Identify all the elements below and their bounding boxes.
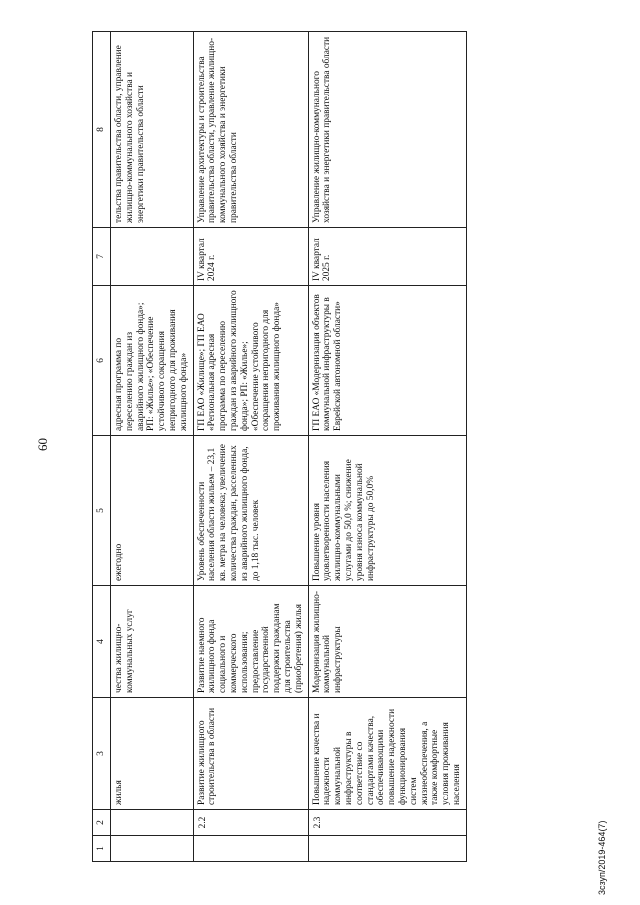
table-cell: Управление жилищно-коммунального хозяйства и энергетики правительства области: [308, 32, 466, 228]
table-cell: Управление архитектуры и строительства правительства области, управление жилищно-коммунального хозяйства и энергетики правительства области: [193, 32, 308, 228]
table-cell: IV квартал 2024 г.: [193, 228, 308, 286]
data-table-rotated: [92, 32, 462, 862]
table-cell: Повышение качества и надежности коммунальной инфраструктуры в соответствие со стандартами качества, обеспечивающими повышение надежности функционирования систем жизнеобеспечения, а также комфортные условия проживания населения: [308, 698, 466, 810]
table-cell: тельства правительства области, управление жилищно-коммунального хозяйства и энергетики правительства области: [111, 32, 194, 228]
table-cell: Повышение уровня удовлетворенности населения жилищно-коммунальными услугами до 50,0 %; снижение уровня износа коммунальной инфраструктуры до 50,0%: [308, 436, 466, 586]
table-cell: [308, 836, 466, 862]
table-cell: Уровень обеспеченности населения области жильем – 23,1 кв. метра на человека; увеличение количества граждан, расселенных из аварийного жилищного фонда, до 1,18 тыс. человек: [193, 436, 308, 586]
table-cell: 2.3: [308, 810, 466, 836]
table-cell: адресная программа по переселению граждан из аварийного жилищного фонда»; РП: «Жилье»; «Обеспечение устойчивого сокращения непригодного для проживания жилищного фонда»: [111, 286, 194, 436]
table-cell: Развитие наемного жилищного фонда социального и коммерческого использования; предоставление государственной поддержки гражданам для строительства (приобретения) жилья: [193, 586, 308, 698]
column-header: 6: [93, 286, 111, 436]
column-header: 2: [93, 810, 111, 836]
table-cell: [111, 836, 194, 862]
table-cell: [111, 810, 194, 836]
header-row: [93, 32, 111, 862]
page-number: 60: [35, 438, 50, 451]
table-cell: [111, 228, 194, 286]
column-header: 7: [93, 228, 111, 286]
data-table: [92, 31, 467, 862]
table-cell: чества жилищно-коммунальных услуг: [111, 586, 194, 698]
table-cell: Развитие жилищного строительства в области: [193, 698, 308, 810]
table-cell: Модернизация жилищно-коммунальной инфраструктуры: [308, 586, 466, 698]
table-row: [193, 32, 308, 862]
table-cell: жилья: [111, 698, 194, 810]
table-row: [111, 32, 194, 862]
table-cell: [193, 836, 308, 862]
document-code: 3сзуп/2019-464(7): [597, 820, 607, 895]
column-header: 8: [93, 32, 111, 228]
column-header: 1: [93, 836, 111, 862]
table-row: [308, 32, 466, 862]
table-cell: ГП ЕАО «Модернизация объектов коммунальной инфраструктуры в Еврейской автономной области»: [308, 286, 466, 436]
table-cell: 2.2: [193, 810, 308, 836]
table-cell: IV квартал 2025 г.: [308, 228, 466, 286]
column-header: 5: [93, 436, 111, 586]
table-cell: ежегодно: [111, 436, 194, 586]
column-header: 4: [93, 586, 111, 698]
column-header: 3: [93, 698, 111, 810]
table-cell: ГП ЕАО «Жилище»; ГП ЕАО «Региональная адресная программа по переселению граждан из аварийного жилищного фонда»; РП: «Жилье»; «Обеспечение устойчивого сокращения непригодного для проживания жилищного фонда»: [193, 286, 308, 436]
